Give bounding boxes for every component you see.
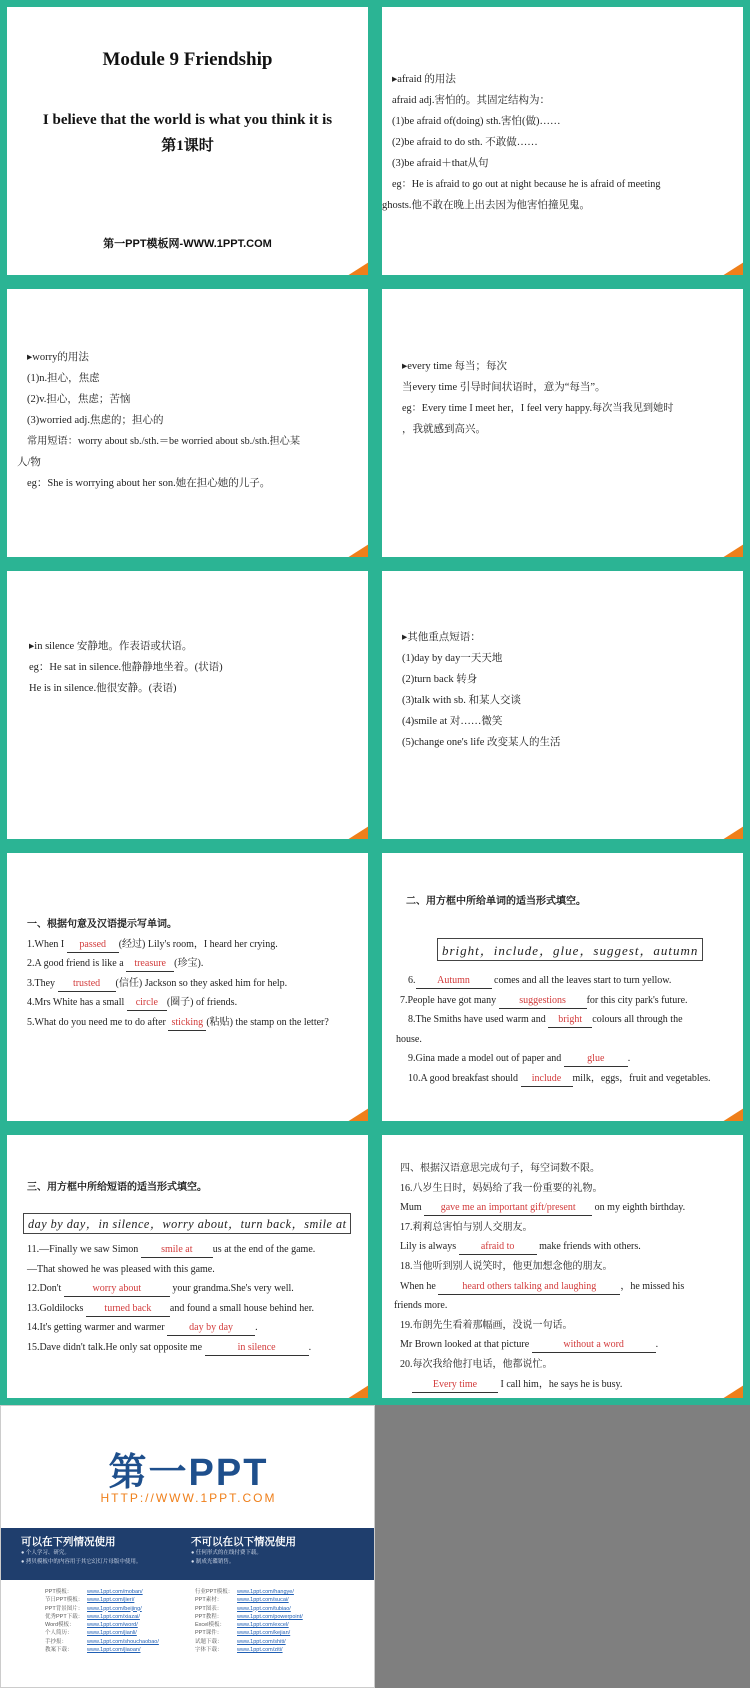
exercise-heading: 一、根据句意及汉语提示写单词。 [27, 919, 177, 930]
cannot-use-column [191, 1534, 296, 1567]
cannot-use-item: ● 任何形式的在线付费下载。 [191, 1550, 262, 1556]
link[interactable]: www.1ppt.com/powerpoint/ [237, 1613, 303, 1620]
note-line: (4)smile at 对……微笑 [402, 716, 503, 727]
question-8: 8.The Smiths have used warm and bright colours all through the [408, 1010, 734, 1030]
answer-blank: Autumn [416, 974, 492, 989]
answer-blank: sticking [168, 1016, 206, 1031]
corner-triangle-icon [722, 1108, 744, 1122]
slide-in-silence [0, 564, 375, 846]
slide-exercise-1 [0, 846, 375, 1128]
answer-blank: day by day [167, 1321, 255, 1336]
subtitle-line-2: 第1课时 [161, 138, 214, 154]
question-4: 4.Mrs White has a small circle (圈子) of friends. [27, 993, 367, 1013]
note-line: (1)be afraid of(doing) sth.害怕(做)…… [392, 116, 561, 127]
note-line: (3)talk with sb. 和某人交谈 [402, 695, 521, 706]
answer-blank: in silence [205, 1341, 309, 1356]
question-9: 9.Gina made a model out of paper and glue . [408, 1049, 734, 1069]
question-20: Every time I call him，he says he is busy. [400, 1375, 740, 1395]
link-row: PPT教程： www.1ppt.com/powerpoint/ [195, 1613, 303, 1620]
link-row: 优秀PPT下载： www.1ppt.com/xiazai/ [45, 1613, 140, 1620]
corner-triangle-icon [347, 544, 369, 558]
slide-exercise-2 [375, 846, 750, 1128]
note-line: ghosts.他不敢在晚上出去因为他害怕撞见鬼。 [382, 200, 590, 211]
corner-triangle-icon [722, 826, 744, 840]
note-line: (2)turn back 转身 [402, 674, 478, 685]
slide-exercise-3 [0, 1128, 375, 1405]
note-line: 人/物 [17, 457, 41, 468]
link-row: 行业PPT模板： www.1ppt.com/hangye/ [195, 1589, 294, 1595]
note-line: ▸every time 每当；每次 [402, 361, 507, 372]
answer-blank: turned back [86, 1302, 170, 1317]
link[interactable]: www.1ppt.com/moban/ [87, 1589, 143, 1595]
note-line: eg：He sat in silence.他静静地坐着。(状语) [29, 662, 223, 673]
note-line: (2)be afraid to do sth. 不敢做…… [392, 137, 538, 148]
note-line: afraid adj.害怕的。其固定结构为： [392, 95, 551, 106]
question-14: 14.It's getting warmer and warmer day by day . [27, 1318, 367, 1338]
note-line: ▸worry的用法 [27, 352, 89, 363]
link[interactable]: www.1ppt.com/jiaoan/ [87, 1647, 141, 1654]
corner-triangle-icon [347, 1108, 369, 1122]
answer-blank: include [521, 1072, 573, 1087]
note-line: (1)day by day一天天地 [402, 653, 503, 664]
links-right [195, 1588, 303, 1654]
exercise-1 [27, 915, 367, 1032]
link[interactable]: www.1ppt.com/tubiao/ [237, 1605, 291, 1612]
word-box: bright，include，glue，suggest，autumn [437, 938, 703, 961]
note-line: (1)n.担心，焦虑 [27, 373, 100, 384]
question-13: 13.Goldilocks turned back and found a small house behind her. [27, 1299, 367, 1319]
link[interactable]: www.1ppt.com/beijing/ [87, 1605, 142, 1612]
exercise-heading-text: 二、用方框中所给单词的适当形式填空。 [406, 896, 586, 907]
answer-blank: treasure [126, 957, 174, 972]
exercise-heading [406, 891, 586, 912]
slide-phrases [375, 564, 750, 846]
link[interactable]: www.1ppt.com/excel/ [237, 1622, 289, 1629]
link[interactable]: www.1ppt.com/jianli/ [87, 1630, 137, 1637]
link-row: 手抄报： www.1ppt.com/shouchaobao/ [45, 1638, 159, 1645]
can-use-item: ● 个人学习、研究。 [21, 1550, 70, 1556]
question-7: 7.People have got many suggestions for this city park's future. [400, 991, 734, 1011]
exercise-3 [27, 1240, 367, 1357]
answer-blank: bright [548, 1013, 592, 1028]
note-line: (3)be afraid＋that从句 [392, 158, 489, 169]
link-row: Word模板： www.1ppt.com/word/ [45, 1622, 138, 1629]
exercise-heading-text: 三、用方框中所给短语的适当形式填空。 [27, 1182, 207, 1193]
link-row: 教案下载： www.1ppt.com/jiaoan/ [45, 1647, 141, 1654]
slide-subtitle [7, 107, 368, 159]
exercise-2 [396, 971, 734, 1089]
question-18-cont: friends more. [394, 1300, 448, 1312]
note-line: (5)change one's life 改变某人的生活 [402, 737, 561, 748]
question-20-cn: 20.每次我给他打电话，他都说忙。 [400, 1358, 553, 1370]
question-15: 15.Dave didn't talk.He only sat opposite me in silence . [27, 1338, 367, 1358]
slide-title [0, 0, 375, 282]
exercise-heading [27, 1177, 207, 1198]
exercise-heading: 四、根据汉语意思完成句子，每空词数不限。 [400, 1163, 600, 1174]
answer-blank: circle [127, 996, 167, 1011]
in-silence-notes [29, 636, 359, 699]
note-line: 常用短语：worry about sb./sth.＝be worried about sb./sth.担心某 [27, 436, 301, 447]
question-17-cn: 17.莉莉总害怕与别人交朋友。 [400, 1221, 533, 1233]
worry-notes [17, 347, 357, 494]
link[interactable]: www.1ppt.com/xiazai/ [87, 1613, 140, 1620]
question-2: 2.A good friend is like a treasure (珍宝). [27, 954, 367, 974]
link-row: 试题下载： www.1ppt.com/shiti/ [195, 1638, 286, 1645]
slide-title-heading: Module 9 Friendship [102, 49, 273, 70]
subtitle-line-1: I believe that the world is what you think it is [42, 112, 333, 128]
question-8-cont: house. [396, 1033, 422, 1045]
link-row: Excel模板： www.1ppt.com/excel/ [195, 1622, 289, 1629]
brand-logo: 第一PPT [108, 1452, 269, 1494]
question-19-cn: 19.布朗先生看着那幅画，没说一句话。 [400, 1319, 573, 1331]
question-1: 1.When I passed (经过) Lily's room，I heard her crying. [27, 935, 367, 955]
note-line: ▸其他重点短语： [402, 632, 481, 643]
afraid-notes [382, 69, 722, 216]
note-line: ▸afraid 的用法 [392, 74, 456, 85]
slide-afraid [375, 0, 750, 282]
answer-blank: trusted [58, 977, 116, 992]
can-use-item: ● 拷贝模板中的内容用于其它幻灯片母版中使用。 [21, 1559, 142, 1565]
answer-blank: glue [564, 1052, 628, 1067]
note-line: (2)v.担心，焦虑；苦恼 [27, 394, 131, 405]
answer-blank: suggestions [499, 994, 587, 1009]
note-line: ▸in silence 安静地。作表语或状语。 [29, 641, 193, 652]
question-12: 12.Don't worry about your grandma.She's very well. [27, 1279, 367, 1299]
link[interactable]: www.1ppt.com/hangye/ [237, 1589, 294, 1595]
corner-triangle-icon [722, 544, 744, 558]
corner-triangle-icon [722, 262, 744, 276]
question-6: 6. Autumn comes and all the leaves start to turn yellow. [408, 971, 734, 991]
question-16: Mum gave me an important gift/present on my eighth birthday. [400, 1198, 740, 1218]
question-18-cn: 18.当他听到别人说笑时，他更加想念他的朋友。 [400, 1260, 613, 1272]
question-18: When he heard others talking and laughing ，he missed his [400, 1277, 740, 1297]
link-row: 字体下载： www.1ppt.com/ziti/ [195, 1647, 283, 1654]
question-17: Lily is always afraid to make friends with others. [400, 1237, 740, 1257]
note-line: (3)worried adj.焦虑的；担心的 [27, 415, 164, 426]
word-box: day by day，in silence，worry about，turn back，smile at [23, 1213, 351, 1234]
link-row: PPT模板： www.1ppt.com/moban/ [45, 1589, 143, 1595]
link-row: PPT素材： www.1ppt.com/sucai/ [195, 1597, 289, 1604]
link-row: 节日PPT模板： www.1ppt.com/jieri/ [45, 1597, 135, 1604]
corner-triangle-icon [347, 1385, 369, 1399]
note-line: eg：He is afraid to go out at night because he is afraid of meeting [392, 179, 661, 190]
question-11: 11.—Finally we saw Simon smile at us at the end of the game. [27, 1240, 367, 1260]
cannot-use-item: ● 制成光碟销售。 [191, 1559, 235, 1565]
answer-blank: gave me an important gift/present [424, 1201, 592, 1216]
link[interactable]: www.1ppt.com/ziti/ [237, 1647, 283, 1654]
answer-blank: heard others talking and laughing [438, 1280, 620, 1295]
corner-triangle-icon [347, 826, 369, 840]
question-10: 10.A good breakfast should include milk，eggs，fruit and vegetables. [408, 1069, 734, 1089]
usage-terms-bar [1, 1528, 375, 1580]
brand-url: HTTP://WWW.1PPT.COM [100, 1491, 277, 1505]
link[interactable]: www.1ppt.com/sucai/ [237, 1597, 289, 1604]
slide-every-time [375, 282, 750, 564]
answer-blank: passed [67, 938, 119, 953]
brand-text: 第一PPT模板网-WWW.1PPT.COM [103, 238, 272, 250]
note-line: 当every time 引导时间状语时，意为“每当”。 [402, 382, 606, 393]
can-use-title: 可以在下列情况使用 [21, 1536, 116, 1548]
question-19: Mr Brown looked at that picture without a word . [400, 1335, 740, 1355]
note-line: eg：She is worrying about her son.她在担心她的儿子。 [27, 478, 271, 489]
answer-blank: afraid to [459, 1240, 537, 1255]
question-5: 5.What do you need me to do after sticking (粘贴) the stamp on the letter? [27, 1013, 367, 1033]
note-line: eg：Every time I meet her，I feel very happy.每次当我见到她时 [402, 403, 674, 414]
question-3: 3.They trusted (信任) Jackson so they asked him for help. [27, 974, 367, 994]
link-row: 个人简历： www.1ppt.com/jianli/ [45, 1630, 137, 1637]
slide-exercise-4 [375, 1128, 750, 1405]
link-row: PPT背景图片： www.1ppt.com/beijing/ [45, 1605, 142, 1612]
every-time-notes [402, 356, 732, 440]
answer-blank: Every time [412, 1378, 498, 1393]
link[interactable]: www.1ppt.com/word/ [87, 1622, 138, 1629]
note-line: He is in silence.他很安静。(表语) [29, 683, 177, 694]
answer-blank: worry about [64, 1282, 170, 1297]
note-line: ，我就感到高兴。 [402, 424, 486, 435]
link[interactable]: www.1ppt.com/shouchaobao/ [87, 1638, 159, 1645]
cannot-use-title: 不可以在以下情况使用 [191, 1536, 296, 1548]
link-row: PPT课件： www.1ppt.com/kejian/ [195, 1630, 291, 1637]
exercise-4 [394, 1159, 740, 1394]
slide-brand-end [0, 1405, 375, 1688]
can-use-column [21, 1534, 141, 1567]
link-row: PPT图表： www.1ppt.com/tubiao/ [195, 1605, 291, 1612]
answer-blank: without a word [532, 1338, 656, 1353]
corner-triangle-icon [722, 1385, 744, 1399]
link[interactable]: www.1ppt.com/shiti/ [237, 1638, 286, 1645]
question-11-cont: —That showed he was pleased with this game. [27, 1263, 215, 1275]
answer-blank: smile at [141, 1243, 213, 1258]
corner-triangle-icon [347, 262, 369, 276]
question-16-cn: 16.八岁生日时，妈妈给了我一份重要的礼物。 [400, 1182, 603, 1194]
phrase-notes [402, 627, 732, 753]
links-left [45, 1588, 159, 1654]
slide-worry [0, 282, 375, 564]
link[interactable]: www.1ppt.com/kejian/ [237, 1630, 291, 1637]
link[interactable]: www.1ppt.com/jieri/ [87, 1597, 135, 1604]
